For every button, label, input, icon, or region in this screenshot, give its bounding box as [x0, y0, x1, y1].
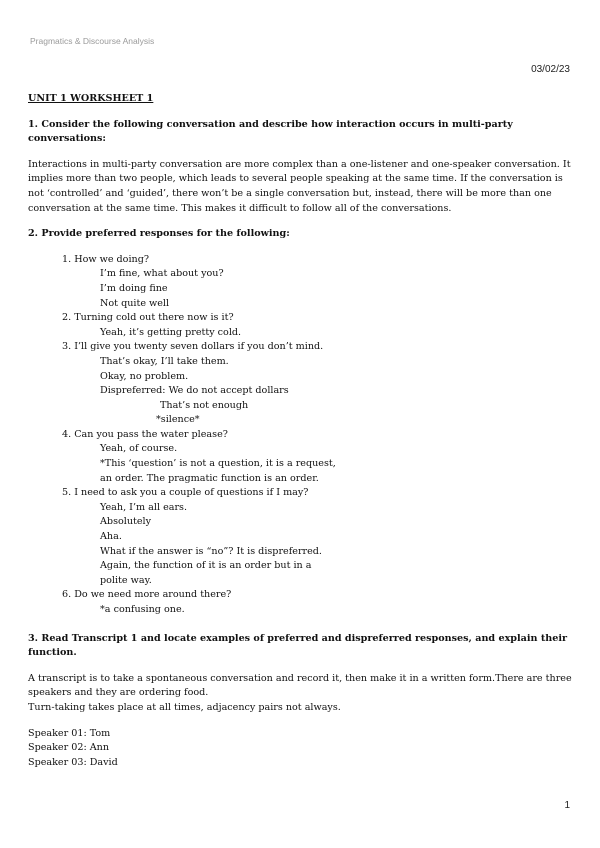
list-item: I’m fine, what about you? — [100, 268, 224, 280]
question-2-list — [62, 253, 573, 618]
list-item: 6. Do we need more around there? — [62, 589, 232, 601]
question-3-heading: 3. Read Transcript 1 and locate examples of preferred and dispreferred responses, and explain their function. — [28, 632, 568, 659]
list-item: 4. Can you pass the water please? — [62, 428, 228, 440]
question-1-heading: 1. Consider the following conversation and describe how interaction occurs in multi-party conversations: — [28, 118, 513, 145]
question-3-answer-continued: Turn-taking takes place at all times, adjacency pairs not always. — [28, 701, 341, 713]
worksheet-title: UNIT 1 WORKSHEET 1 — [28, 93, 154, 104]
list-item: *silence* — [156, 414, 200, 426]
list-item: Aha. — [100, 531, 122, 543]
list-item: 3. I’ll give you twenty seven dollars if you don’t mind. — [62, 341, 324, 353]
list-item: Dispreferred: We do not accept dollars — [100, 385, 289, 397]
speaker-line: Speaker 01: Tom — [28, 727, 111, 739]
list-item: That’s okay, I’ll take them. — [100, 355, 229, 367]
list-item: What if the answer is “no”? It is dispreferred. — [100, 545, 322, 557]
list-item: Okay, no problem. — [100, 370, 189, 382]
page-number: 1 — [564, 800, 570, 811]
list-item: 5. I need to ask you a couple of questions if I may? — [62, 487, 309, 499]
question-2-heading: 2. Provide preferred responses for the following: — [28, 228, 290, 240]
list-item: Absolutely — [100, 516, 152, 528]
list-item: I’m doing fine — [100, 282, 168, 294]
running-header: Pragmatics & Discourse Analysis — [30, 36, 155, 46]
speaker-line: Speaker 02: Ann — [28, 742, 110, 754]
list-item: That’s not enough — [160, 399, 249, 411]
document-date: 03/02/23 — [531, 64, 570, 75]
list-item: Yeah, it’s getting pretty cold. — [100, 326, 242, 338]
question-3-answer: A transcript is to take a spontaneous conversation and record it, then make it in a written form.There are three speakers and they are ordering food. — [28, 672, 572, 699]
list-item: 1. How we doing? — [62, 253, 149, 265]
list-item: Yeah, I’m all ears. — [100, 501, 188, 513]
list-item: Not quite well — [100, 297, 170, 309]
list-item: *a confusing one. — [100, 604, 185, 615]
question-1-answer: Interactions in multi-party conversation are more complex than a one-listener and one-speaker conversation. It implies more than two people, which leads to several people speaking at the same time. If the conversation is not ‘controlled’ and ‘guided’, there won’t be a single conversation but, instead, there will be more than one conversation at the same time. This makes it difficult to follow all of the conversations. — [28, 158, 571, 214]
list-item: 2. Turning cold out there now is it? — [62, 312, 234, 324]
speaker-line: Speaker 03: David — [28, 756, 118, 768]
list-item: Again, the function of it is an order but in a polite way. — [100, 560, 312, 586]
list-item: Yeah, of course. — [100, 443, 178, 455]
document-body — [28, 92, 573, 770]
list-item: *This ‘question’ is not a question, it is a request, an order. The pragmatic function is an order. — [100, 458, 336, 484]
